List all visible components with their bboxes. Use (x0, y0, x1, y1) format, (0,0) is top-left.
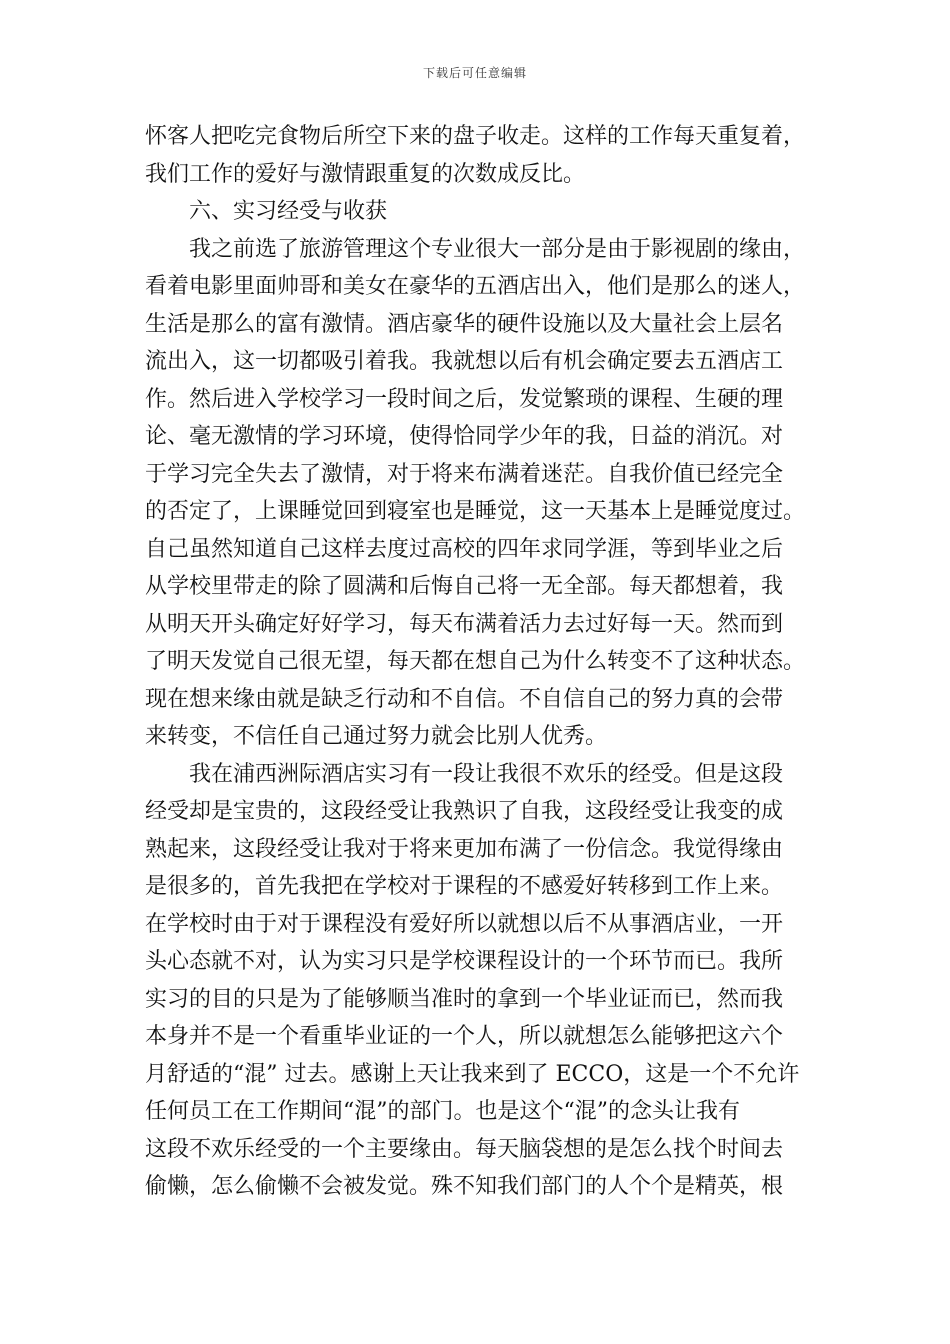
text-line: 月舒适的“混” 过去。感谢上天让我来到了 ECCO，这是一个不允许 (145, 1061, 800, 1087)
text-line: 自己虽然知道自己这样去度过高校的四年求同学涯，等到毕业之后 (145, 536, 784, 562)
text-line: 头心态就不对，认为实习只是学校课程设计的一个环节而已。我所 (145, 949, 784, 974)
text-line: 偷懒，怎么偷懒不会被发觉。殊不知我们部门的人个个是精英，根 (145, 1174, 784, 1199)
text-line: 六、实习经受与收获 (189, 199, 388, 224)
text-line: 我们工作的爱好与激情跟重复的次数成反比。 (145, 161, 586, 187)
text-line: 我之前选了旅游管理这个专业很大一部分是由于影视剧的缘由， (189, 236, 806, 262)
text-line: 了明天发觉自己很无望，每天都在想自己为什么转变不了这种状态。 (145, 649, 806, 674)
text-line: 于学习完全失去了激情，对于将来布满着迷茫。自我价值已经完全 (145, 461, 784, 487)
page-header: 下载后可任意编辑 (422, 66, 527, 80)
text-line: 从学校里带走的除了圆满和后悔自己将一无全部。每天都想着，我 (145, 574, 784, 599)
text-line: 经受却是宝贵的，这段经受让我熟识了自我，这段经受让我变的成 (145, 799, 784, 824)
text-line: 看着电影里面帅哥和美女在豪华的五酒店出入，他们是那么的迷人， (145, 274, 806, 299)
text-line: 论、毫无激情的学习环境，使得恰同学少年的我，日益的消沉。对 (145, 424, 784, 449)
text-line: 是很多的，首先我把在学校对于课程的不感爱好转移到工作上来。 (145, 874, 784, 899)
text-line: 来转变，不信任自己通过努力就会比别人优秀。 (145, 724, 608, 749)
text-line: 的否定了，上课睡觉回到寝室也是睡觉，这一天基本上是睡觉度过。 (145, 499, 806, 524)
text-line: 怀客人把吃完食物后所空下来的盘子收走。这样的工作每天重复着， (145, 124, 806, 149)
text-line: 熟起来，这段经受让我对于将来更加布满了一份信念。我觉得缘由 (145, 836, 784, 862)
text-line: 现在想来缘由就是缺乏行动和不自信。不自信自己的努力真的会带 (145, 686, 784, 712)
text-line: 我在浦西洲际酒店实习有一段让我很不欢乐的经受。但是这段 (189, 761, 784, 787)
text-line: 作。然后进入学校学习一段时间之后，发觉繁琐的课程、生硬的理 (145, 386, 784, 412)
document-body (145, 118, 825, 1206)
text-line: 流出入，这一切都吸引着我。我就想以后有机会确定要去五酒店工 (145, 349, 784, 374)
text-line: 在学校时由于对于课程没有爱好所以就想以后不从事酒店业，一开 (145, 911, 784, 937)
text-line: 这段不欢乐经受的一个主要缘由。每天脑袋想的是怎么找个时间去 (145, 1136, 784, 1162)
text-line: 生活是那么的富有激情。酒店豪华的硬件设施以及大量社会上层名 (145, 311, 784, 337)
text-line: 实习的目的只是为了能够顺当准时的拿到一个毕业证而已，然而我 (145, 986, 784, 1012)
text-line: 从明天开头确定好好学习，每天布满着活力去过好每一天。然而到 (145, 611, 784, 637)
text-line: 任何员工在工作期间“混”的部门。也是这个“混”的念头让我有 (145, 1099, 740, 1124)
text-line: 本身并不是一个看重毕业证的一个人，所以就想怎么能够把这六个 (145, 1024, 784, 1049)
